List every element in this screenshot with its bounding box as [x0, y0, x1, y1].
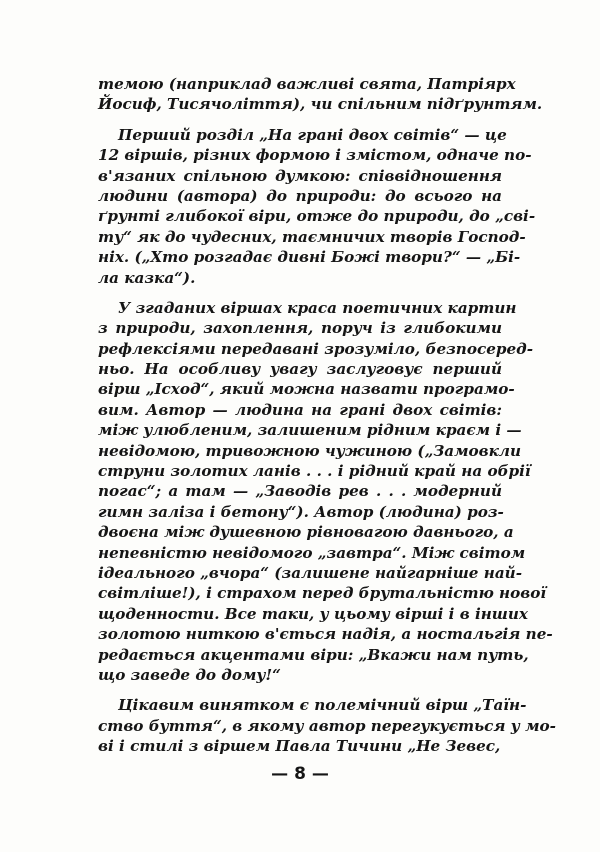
text-line: ту“ як до чудесних, таємничих творів Господ- [98, 227, 526, 246]
text-line: ніх. („Хто розгадає дивні Божі твори?“ — „Бі- [98, 248, 521, 267]
text-line: що заведе до дому!“ [98, 665, 281, 684]
text-line: двоєна між душевною рівновагою давнього, а [98, 523, 514, 542]
text-line: вірш „Ісход“, який можна назвати програмо- [98, 380, 515, 399]
text-line: ідеального „вчора“ (залишене найгарніше най- [98, 563, 523, 582]
text-line: в'язаних спільною думкою: співвідношення [98, 166, 502, 185]
text-line: Йосиф, Тисячоліття), чи спільним підґрунтям. [98, 95, 543, 114]
text-line: 12 віршів, різних формою і змістом, одначе по- [98, 146, 532, 165]
text-line: невідомою, тривожною чужиною („Замовкли [98, 441, 522, 460]
text-line: погас“; а там — „Заводів рев . . . модерний [98, 482, 502, 501]
text-line: У згаданих віршах краса поетичних картин [118, 298, 517, 317]
text-line: непевністю невідомого „завтра“. Між світом [98, 543, 526, 562]
text-line: з природи, захоплення, поруч із глибокими [98, 319, 502, 338]
text-line: вим. Автор — людина на грані двох світів: [98, 400, 502, 419]
paragraph [98, 695, 556, 756]
text-line: струни золотих ланів . . . і рідний край на обрії [98, 462, 531, 481]
page-number: — 8 — [271, 764, 329, 784]
text-line: золотою ниткою в'ється надія, а ностальгія пе- [98, 625, 553, 644]
text-line: редається акцентами віри: „Вкажи нам путь, [98, 645, 529, 664]
text-line: світліше!), і страхом перед брутальністю нової [98, 584, 547, 603]
text-line: Перший розділ „На грані двох світів“ — це [118, 125, 507, 144]
text-line: темою (наприклад важливі свята, Патріярх [98, 75, 516, 93]
paragraph [98, 125, 536, 288]
text-line: ла казка“). [98, 268, 196, 287]
text-line: людини (автора) до природи: до всього на [98, 186, 502, 205]
text-line: між улюбленим, залишеним рідним краєм і — [98, 421, 522, 440]
body-text [98, 74, 556, 757]
text-line: ньо. На особливу увагу заслуговує перший [98, 360, 502, 379]
text-line: Цікавим винятком є полемічний вірш „Таїн- [118, 696, 527, 715]
paragraph-gap [98, 685, 502, 695]
text-line: щоденности. Все таки, у цьому вірші і в інших [98, 604, 528, 623]
text-line: гимн заліза і бетону“). Автор (людина) роз- [98, 502, 504, 521]
text-line: ві і стилі з віршем Павла Тичини „Не Зевес, [98, 737, 501, 756]
paragraph-gap [98, 288, 502, 298]
text-line: рефлексіями передавані зрозуміло, безпосеред- [98, 339, 534, 358]
paragraph-gap [98, 115, 502, 125]
text-line: ґрунті глибокої віри, отже до природи, до „сві- [98, 207, 536, 226]
paragraph [98, 74, 543, 115]
paragraph [98, 298, 553, 685]
text-line: ство буття“, в якому автор перегукується у мо- [98, 716, 556, 735]
